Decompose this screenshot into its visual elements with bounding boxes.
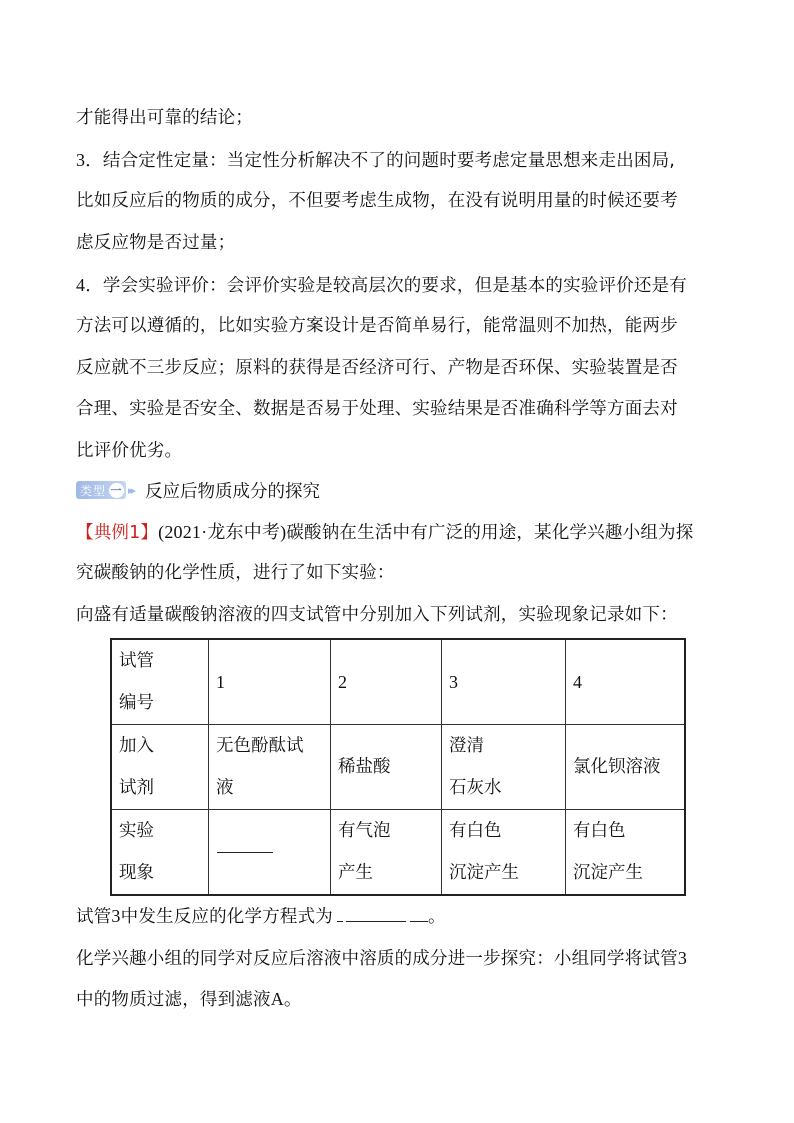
question-line: 试管3中发生反应的化学方程式为 。 [76,906,446,927]
table-cell: 加入 试剂 [111,725,209,810]
paragraph-line: 4．学会实验评价：会评价实验是较高层次的要求，但是基本的实验评价还是有 [76,275,688,296]
table-cell: 1 [209,639,331,725]
paragraph-line: 中的物质过滤，得到滤液A。 [76,989,303,1010]
table-cell: 试管 编号 [111,639,209,725]
paragraph-line: 才能得出可靠的结论； [76,108,253,128]
table-cell: 4 [566,639,686,725]
paragraph-line: 虑反应物是否过量； [76,233,236,253]
table-row [111,639,685,725]
type-number-circle: 一 [110,483,123,497]
table-cell: 澄清 石灰水 [442,725,566,810]
table-row [111,810,685,896]
paragraph-line: 方法可以遵循的，比如实验方案设计是否简单易行，能常温则不加热，能两步 [76,316,678,336]
answer-blank[interactable] [346,905,406,922]
example-label: 【典例1】 [76,523,159,543]
answer-blank-cell [209,810,331,896]
paragraph-line: 化学兴趣小组的同学对反应后溶液中溶质的成分进一步探究：小组同学将试管3 [76,948,688,969]
type-title: 反应后物质成分的探究 [145,481,321,502]
type-header [76,478,320,502]
table-cell: 有白色 沉淀产生 [442,810,566,896]
type-badge: 类型 一 [76,481,126,499]
table-cell: 实验 现象 [111,810,209,896]
paragraph-line: 比评价优劣。 [76,441,183,461]
experiment-table [110,638,686,896]
answer-blank[interactable] [217,852,273,853]
table-row [111,725,685,810]
example-line: 【典例1】(2021·龙东中考)碳酸钠在生活中有广泛的用途，某化学兴趣小组为探 [76,522,694,543]
table-cell: 3 [442,639,566,725]
example-source: (2021·龙东中考) [158,522,287,542]
paragraph-line: 合理、实验是否安全、数据是否易于处理、实验结果是否准确科学等方面去对 [76,399,678,419]
table-cell: 氯化钡溶液 [566,725,686,810]
arrow-icon: ▸▸ [128,483,134,497]
example-line: 究碳酸钠的化学性质，进行了如下实验： [76,563,395,583]
paragraph-line: 比如反应后的物质的成分，不但要考虑生成物，在没有说明用量的时候还要考 [76,191,678,211]
table-cell: 有气泡 产生 [331,810,442,896]
example-line: 向盛有适量碳酸钠溶液的四支试管中分别加入下列试剂，实验现象记录如下： [76,605,678,625]
table-cell: 有白色 沉淀产生 [566,810,686,896]
table-cell: 2 [331,639,442,725]
table-cell: 稀盐酸 [331,725,442,810]
paragraph-line: 反应就不三步反应；原料的获得是否经济可行、产物是否环保、实验装置是否 [76,358,678,378]
table-cell: 无色酚酞试 液 [209,725,331,810]
paragraph-line: 3．结合定性定量：当定性分析解决不了的问题时要考虑定量思想来走出困局, [76,150,676,171]
